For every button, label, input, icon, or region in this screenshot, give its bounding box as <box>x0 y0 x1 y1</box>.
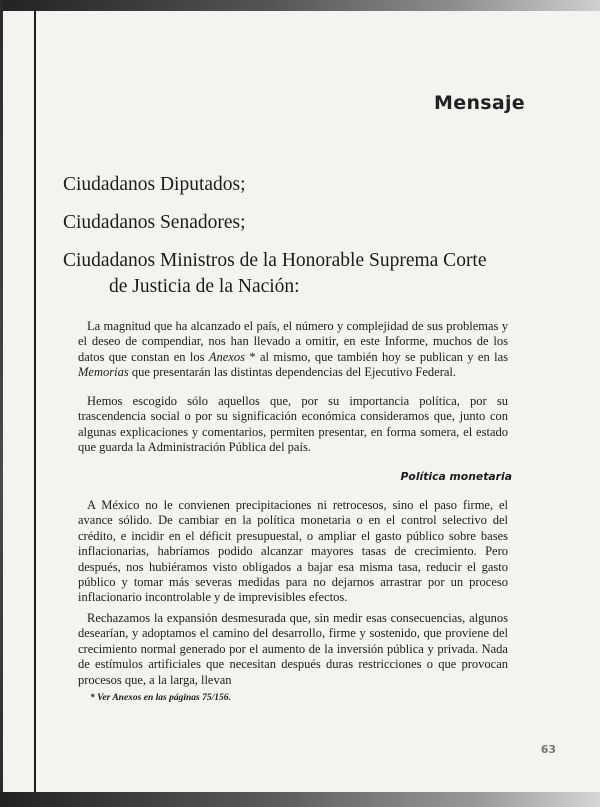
body-paragraph: Hemos escogido sólo aquellos que, por su importancia política, por su trascendencia social o por su significación económica consideramos que, junto con algunas explicaciones y comentarios, permiten presentar, en forma somera, el estado que guarda la Administración Pública del país. <box>78 394 508 455</box>
text-run: que presentarán las distintas dependencias del Ejecutivo Federal. <box>128 365 457 380</box>
margin-rule <box>34 11 36 807</box>
memorias-reference: Memorias <box>78 365 129 380</box>
footnote: * Ver Anexos en las páginas 75/156. <box>90 693 231 703</box>
text-run: La magnitud que ha alcanzado el país, el número y complejidad de sus problemas y el deseo de compendiar, nos han llevado a omitir, en este Informe, muchos de los datos que constan en los <box>78 319 508 364</box>
body-paragraph <box>78 319 508 381</box>
salutation-line <box>63 248 523 300</box>
salutation-line-part: de Justicia de la Nación: <box>109 276 300 297</box>
annex-reference: Anexos <box>208 349 245 364</box>
scan-top-edge <box>0 0 600 11</box>
section-heading: Política monetaria <box>400 470 512 483</box>
scan-left-edge <box>0 0 3 807</box>
scan-bottom-edge <box>0 792 600 807</box>
salutation-block <box>63 172 523 300</box>
body-paragraph: Rechazamos la expansión desmesurada que, sin medir esas consecuencias, algunos desearían, y adoptamos el camino del desarrollo, firme y sostenido, que proviene del crecimiento normal generado por el aumento de la inversión pública y privada. Nada de estímulos artificiales que necesitan después duras restricciones o que provocan procesos que, a la larga, llevan <box>78 611 508 687</box>
text-run: * al mismo, que también hoy se publican y en las <box>244 349 508 364</box>
body-paragraph: A México no le convienen precipitaciones ni retrocesos, sino el paso firme, el avance sólido. De cambiar en la política monetaria o en el control selectivo del crédito, e incidir en el déficit presupuestal, o ampliar el gasto público sobre bases inflacionarias, habríamos podido alcanzar mayores tasas de crecimiento. Pero después, nos hubiéramos visto obligados a bajar esa misma tasa, reducir el gasto público y tomar más severas medidas para no dejarnos arrastrar por un proceso inflacionario incontrolable y de imprevisibles efectos. <box>78 498 508 605</box>
salutation-line: Ciudadanos Diputados; <box>63 174 246 195</box>
page-number: 63 <box>540 743 556 756</box>
salutation-line: Ciudadanos Senadores; <box>63 212 246 233</box>
salutation-line-part: Ciudadanos Ministros de la Honorable Suprema Corte <box>63 250 487 271</box>
page-heading: Mensaje <box>434 92 525 114</box>
